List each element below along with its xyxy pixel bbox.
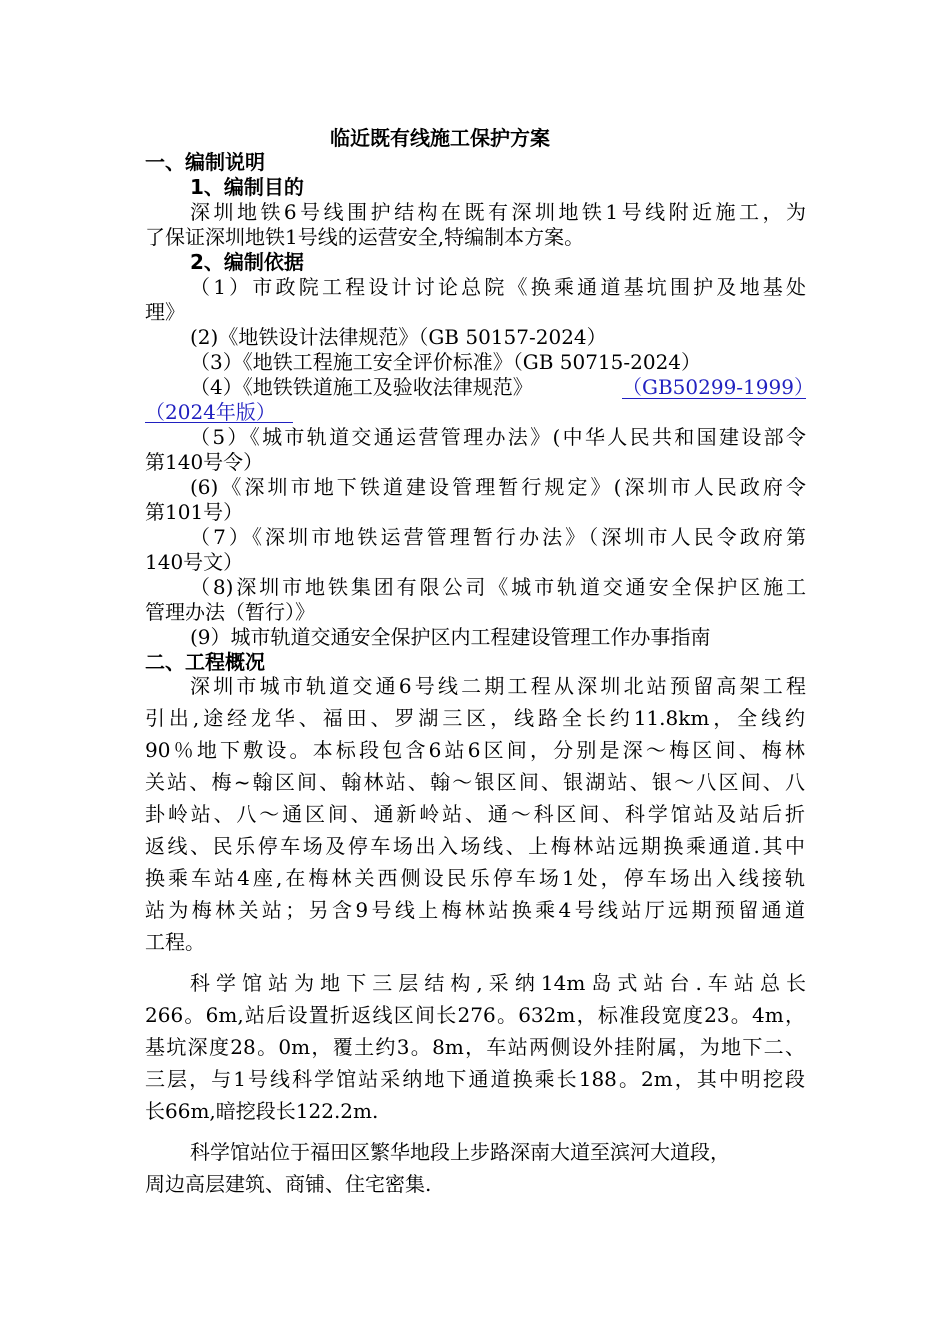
link-underline — [622, 398, 806, 399]
reference-item: 第101号） — [145, 500, 244, 524]
location-paragraph-line: 科学馆站位于福田区繁华地段上步路深南大道至滨河大道段， — [190, 1140, 730, 1164]
reference-item: 140号文） — [145, 550, 244, 574]
reference-item: (6)《深圳市地下铁道建设管理暂行规定》(深圳市人民政府令 — [190, 475, 806, 499]
overview-paragraph-line: 关站、梅~翰区间、翰林站、翰～银区间、银湖站、银～八区间、八 — [145, 770, 805, 794]
overview-paragraph-line: 卦岭站、八～通区间、通新岭站、通～科区间、科学馆站及站后折 — [145, 802, 805, 826]
reference-item: 理》 — [145, 300, 185, 324]
subsection-heading-purpose: 1、编制目的 — [190, 175, 304, 199]
section-heading-2: 二、工程概况 — [145, 650, 265, 674]
overview-paragraph-line: 站为梅林关站；另含9号线上梅林站换乘4号线站厅远期预留通道 — [145, 898, 805, 922]
reference-item: (9）城市轨道交通安全保护区内工程建设管理工作办事指南 — [190, 625, 711, 649]
reference-item: （4）《地铁铁道施工及验收法律规范》 — [190, 375, 533, 399]
overview-paragraph-line: 引出,途经龙华、福田、罗湖三区，线路全长约11.8km，全线约 — [145, 706, 805, 730]
section-heading-1: 一、编制说明 — [145, 150, 265, 174]
reference-item: （3）《地铁工程施工安全评价标准》（GB 50715-2024） — [190, 350, 702, 374]
overview-paragraph-line: 深圳市城市轨道交通6号线二期工程从深圳北站预留高架工程 — [190, 674, 806, 698]
document-title: 临近既有线施工保护方案 — [330, 126, 550, 150]
location-paragraph-line: 周边高层建筑、商铺、住宅密集. — [145, 1172, 432, 1196]
reference-item: 管理办法（暂行）》 — [145, 600, 315, 624]
paragraph-line: 了保证深圳地铁1号线的运营安全,特编制本方案。 — [145, 225, 585, 249]
station-paragraph-line: 三层，与1号线科学馆站采纳地下通道换乘长188。2m，其中明挖段 — [145, 1067, 805, 1091]
overview-paragraph-line: 90％地下敷设。本标段包含6站6区间，分别是深～梅区间、梅林 — [145, 738, 805, 762]
link-underline — [145, 422, 293, 423]
overview-paragraph-line: 换乘车站4座,在梅林关西侧设民乐停车场1处，停车场出入线接轨 — [145, 866, 805, 890]
reference-item: （5）《城市轨道交通运营管理办法》(中华人民共和国建设部令 — [190, 425, 806, 449]
station-paragraph-line: 266。6m,站后设置折返线区间长276。632m，标准段宽度23。4m， — [145, 1003, 805, 1027]
reference-item: （1）市政院工程设计讨论总院《换乘通道基坑围护及地基处 — [190, 275, 806, 299]
paragraph-line: 深圳地铁6号线围护结构在既有深圳地铁1号线附近施工，为 — [190, 200, 806, 224]
station-paragraph-line: 科学馆站为地下三层结构,采纳14m岛式站台.车站总长 — [190, 971, 806, 995]
subsection-heading-basis: 2、编制依据 — [190, 250, 304, 274]
station-paragraph-line: 长66m,暗挖段长122.2m. — [145, 1099, 379, 1123]
reference-item: （7）《深圳市地铁运营管理暂行办法》（深圳市人民令政府第 — [190, 525, 806, 549]
overview-paragraph-line: 返线、民乐停车场及停车场出入场线、上梅林站远期换乘通道.其中 — [145, 834, 805, 858]
overview-paragraph-line: 工程。 — [145, 930, 205, 954]
reference-link[interactable]: （2024年版） — [145, 400, 276, 424]
station-paragraph-line: 基坑深度28。0m，覆土约3。8m，车站两侧设外挂附属，为地下二、 — [145, 1035, 805, 1059]
reference-link[interactable]: （GB50299-1999） — [622, 375, 814, 399]
reference-item: （8)深圳市地铁集团有限公司《城市轨道交通安全保护区施工 — [190, 575, 806, 599]
reference-item: (2)《地铁设计法律规范》（GB 50157-2024） — [190, 325, 607, 349]
reference-item: 第140号令） — [145, 450, 264, 474]
